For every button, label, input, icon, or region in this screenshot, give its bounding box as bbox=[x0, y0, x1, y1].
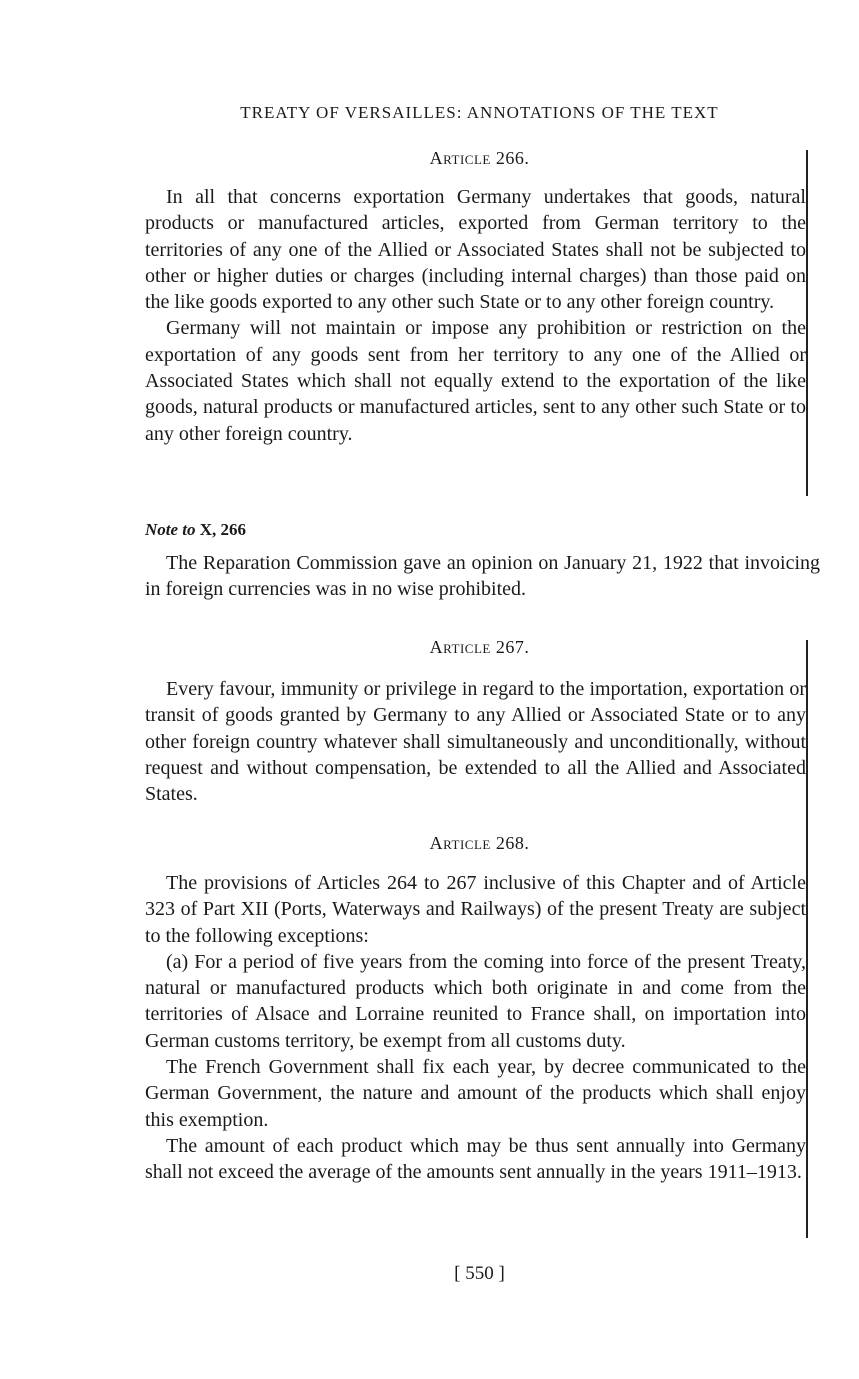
note-label-prefix: Note to bbox=[145, 520, 196, 539]
note-body bbox=[145, 550, 820, 603]
article-paragraph: Every favour, immunity or privilege in regard to the importation, exportation or transit of goods granted by Germany to any Allied or Associated State or to any other foreign country whatever shall simultaneously and unconditionally, without request and without compensation, be extended to all the Allied and Associated States. bbox=[145, 678, 806, 806]
article-266-heading bbox=[0, 148, 859, 169]
article-266-body bbox=[145, 184, 806, 447]
article-paragraph: The French Government shall fix each year, by decree communicated to the German Government, the nature and amount of the products which shall enjoy this exemption. bbox=[145, 1056, 806, 1131]
article-heading-word: Article bbox=[429, 637, 491, 657]
article-268-heading bbox=[0, 833, 859, 854]
running-head: TREATY OF VERSAILLES: ANNOTATIONS OF THE TEXT bbox=[240, 103, 719, 122]
article-267-heading bbox=[0, 637, 859, 658]
note-label bbox=[145, 520, 246, 540]
article-paragraph: The amount of each product which may be thus sent annually into Germany shall not exceed the average of the amounts sent annually in the years 1911–1913. bbox=[145, 1134, 806, 1184]
article-paragraph: In all that concerns exportation Germany undertakes that goods, natural products or manufactured articles, exported from German territory to the territories of any one of the Allied or Associated States shall not be subjected to other or higher duties or charges (including internal charges) than those paid on the like goods exported to any other such State or to any other foreign country. bbox=[145, 186, 806, 314]
article-heading-word: Article bbox=[429, 833, 491, 853]
note-label-ref: X, 266 bbox=[199, 520, 247, 539]
margin-rule bbox=[806, 150, 808, 496]
article-paragraph: (a) For a period of five years from the coming into force of the present Treaty, natural or manufactured products which both originate in and come from the territories of Alsace and Lorraine reunited to France shall, on importation into German customs territory, be exempt from all customs duty. bbox=[145, 950, 806, 1052]
margin-rule bbox=[806, 640, 808, 1238]
article-heading-number: 266. bbox=[495, 148, 530, 168]
article-267-body bbox=[145, 676, 806, 807]
page-number: [ 550 ] bbox=[454, 1263, 505, 1284]
article-paragraph: The provisions of Articles 264 to 267 inclusive of this Chapter and of Article 323 of Part XII (Ports, Waterways and Railways) of the present Treaty are subject to the following exceptions: bbox=[145, 872, 806, 947]
article-heading-word: Article bbox=[429, 148, 491, 168]
note-paragraph: The Reparation Commission gave an opinion on January 21, 1922 that invoicing in foreign currencies was in no wise prohibited. bbox=[145, 552, 820, 601]
article-heading-number: 267. bbox=[495, 637, 530, 657]
article-heading-number: 268. bbox=[495, 833, 530, 853]
article-268-body bbox=[145, 870, 806, 1186]
article-paragraph: Germany will not maintain or impose any prohibition or restriction on the exportation of any goods sent from her territory to any one of the Allied or Associated States which shall not equally extend to the exportation of the like goods, natural products or manufactured articles, sent to any other such State or to any other foreign country. bbox=[145, 317, 806, 445]
